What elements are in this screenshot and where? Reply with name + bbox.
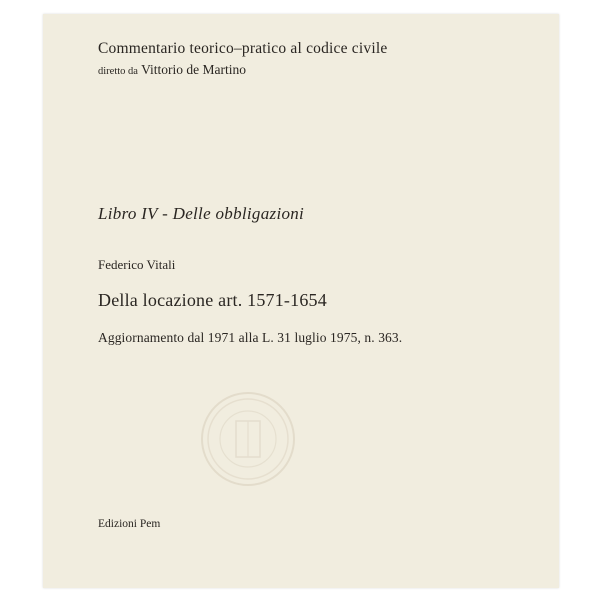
book-heading: Libro IV - Delle obbligazioni [98, 204, 305, 223]
editor-prefix: diretto da [98, 66, 138, 77]
author-name: Federico Vitali [98, 257, 176, 272]
series-title: Commentario teorico–pratico al codice civile [98, 40, 388, 57]
work-title: Della locazione art. 1571-1654 [98, 290, 327, 310]
publisher: Edizioni Pem [98, 518, 161, 530]
embossed-seal-icon [198, 389, 298, 489]
update-note: Aggiornamento dal 1971 alla L. 31 luglio 1975, n. 363. [98, 330, 403, 345]
book-title-page [43, 14, 559, 588]
editor-line [98, 62, 246, 78]
editor-name: Vittorio de Martino [141, 62, 247, 77]
